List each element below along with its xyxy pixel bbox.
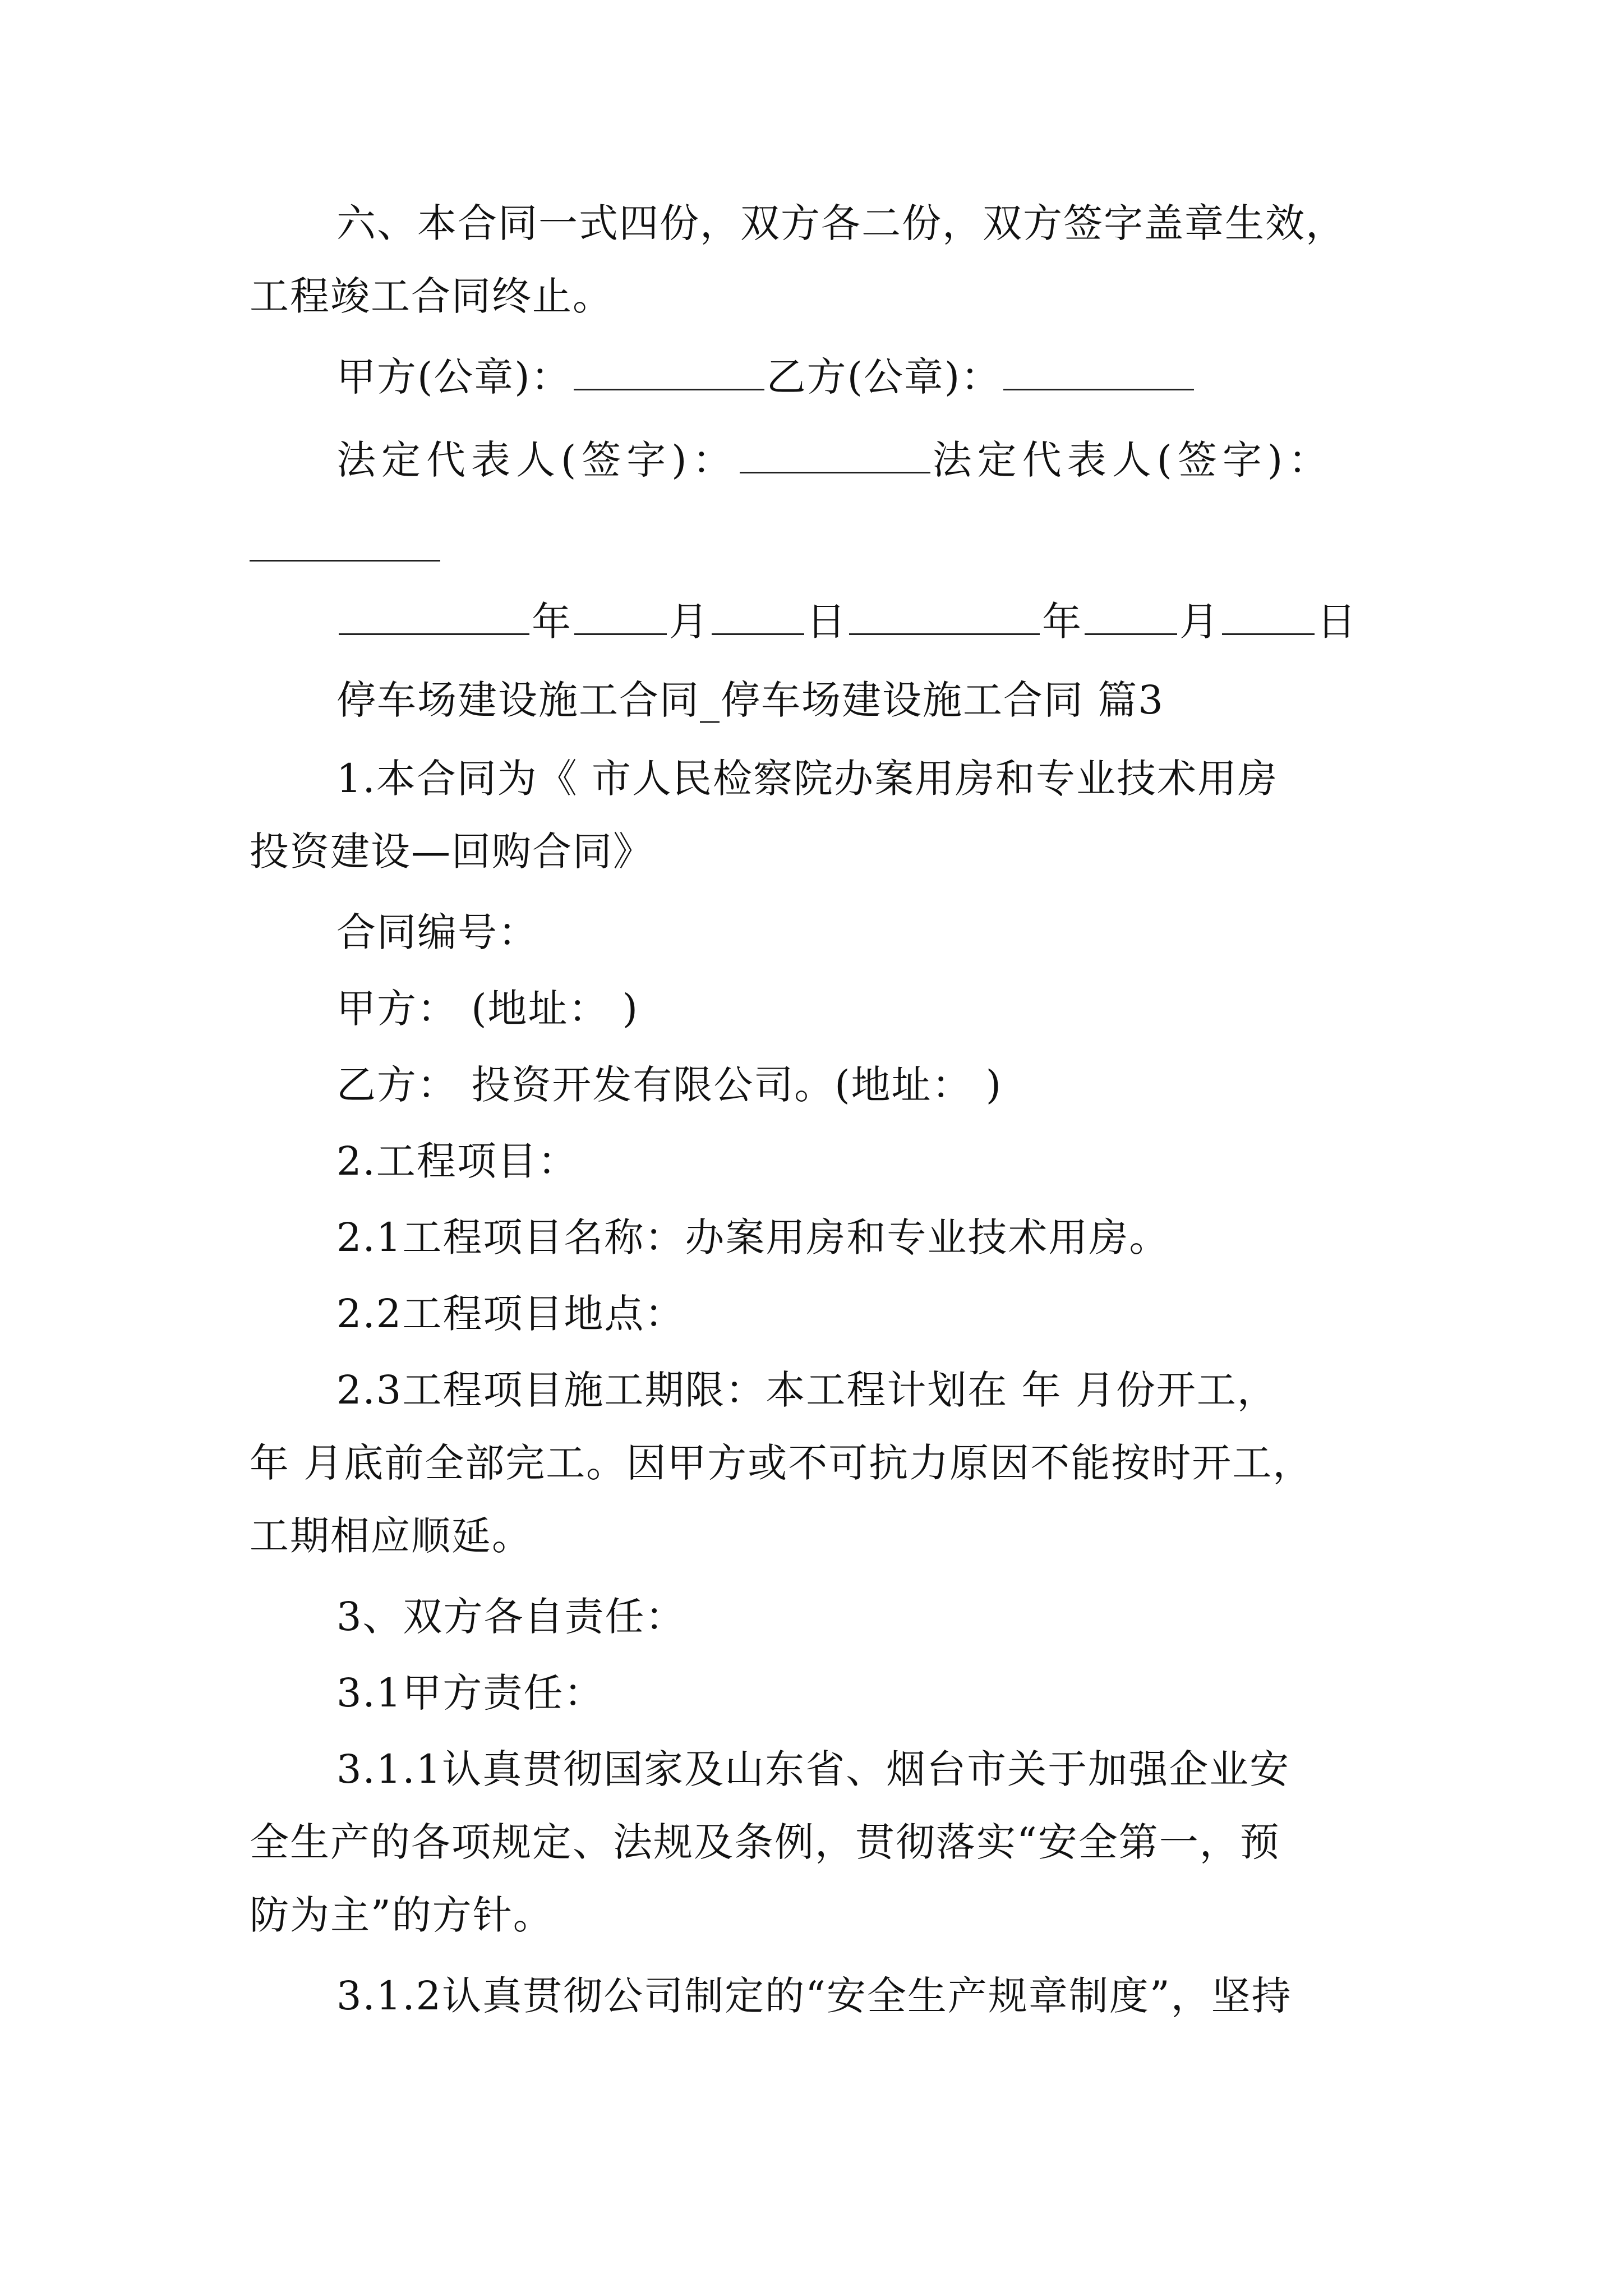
paragraph-line: 甲方： (地址： ) — [336, 986, 639, 1032]
paragraph-line: 2.2工程项目地点： — [336, 1291, 685, 1337]
date-a-month-label: 月 — [669, 599, 709, 645]
paragraph-line: 工期相应顺延。 — [250, 1513, 532, 1559]
rep-a-blank — [740, 432, 930, 473]
date-b-day-blank — [1222, 594, 1315, 635]
paragraph-line: 3、双方各自责任： — [336, 1594, 686, 1640]
paragraph-line: 1.本合同为《 市人民检察院办案用房和专业技术用房 — [336, 756, 1279, 802]
paragraph-line: 投资建设—回购合同》 — [250, 829, 653, 875]
paragraph-line: 3.1甲方责任： — [336, 1670, 605, 1716]
signature-rep-row — [336, 432, 1333, 488]
section-heading: 停车场建设施工合同_停车场建设施工合同 篇3 — [336, 677, 1164, 723]
date-b-month-label: 月 — [1179, 599, 1220, 645]
rep-b-label: 法定代表人(签字)： — [932, 437, 1334, 483]
paragraph-line: 全生产的各项规定、法规及条例，贯彻落实“安全第一，预 — [250, 1819, 1280, 1865]
paragraph-line: 工程竣工合同终止。 — [250, 273, 613, 319]
party-b-seal-blank — [1003, 349, 1194, 390]
date-a-day-blank — [712, 594, 804, 635]
paragraph-line: 3.1.1认真贯彻国家及山东省、烟台市关于加强企业安 — [336, 1746, 1290, 1792]
paragraph-line: 合同编号： — [336, 909, 538, 955]
party-a-seal-blank — [574, 349, 764, 390]
paragraph-line: 乙方： 投资开发有限公司。(地址： ) — [336, 1062, 1003, 1108]
paragraph-line: 六、本合同一式四份，双方各二份，双方签字盖章生效， — [336, 200, 1346, 246]
date-b-day-label: 日 — [1317, 599, 1357, 645]
date-a-day-label: 日 — [806, 599, 847, 645]
party-a-seal-label: 甲方(公章)： — [336, 354, 571, 400]
paragraph-line: 2.1工程项目名称：办案用房和专业技术用房。 — [336, 1214, 1170, 1260]
date-a-year-blank — [339, 594, 529, 635]
signature-party-row — [336, 349, 1196, 405]
date-b-month-blank — [1085, 594, 1177, 635]
signature-date-row — [336, 593, 1357, 650]
date-a-year-label: 年 — [532, 599, 572, 645]
rep-a-label: 法定代表人(签字)： — [336, 437, 737, 483]
paragraph-line: 2.工程项目： — [336, 1138, 578, 1184]
rep-b-blank — [250, 560, 440, 562]
paragraph-line: 年 月底前全部完工。因甲方或不可抗力原因不能按时开工， — [250, 1440, 1313, 1486]
paragraph-line: 防为主”的方针。 — [250, 1892, 554, 1938]
date-b-year-label: 年 — [1042, 599, 1082, 645]
party-b-seal-label: 乙方(公章)： — [766, 354, 1002, 400]
paragraph-line: 3.1.2认真贯彻公司制定的“安全生产规章制度”，坚持 — [336, 1973, 1292, 2019]
paragraph-line: 2.3工程项目施工期限：本工程计划在 年 月份开工， — [336, 1367, 1278, 1413]
date-a-month-blank — [574, 594, 667, 635]
date-b-year-blank — [849, 594, 1040, 635]
